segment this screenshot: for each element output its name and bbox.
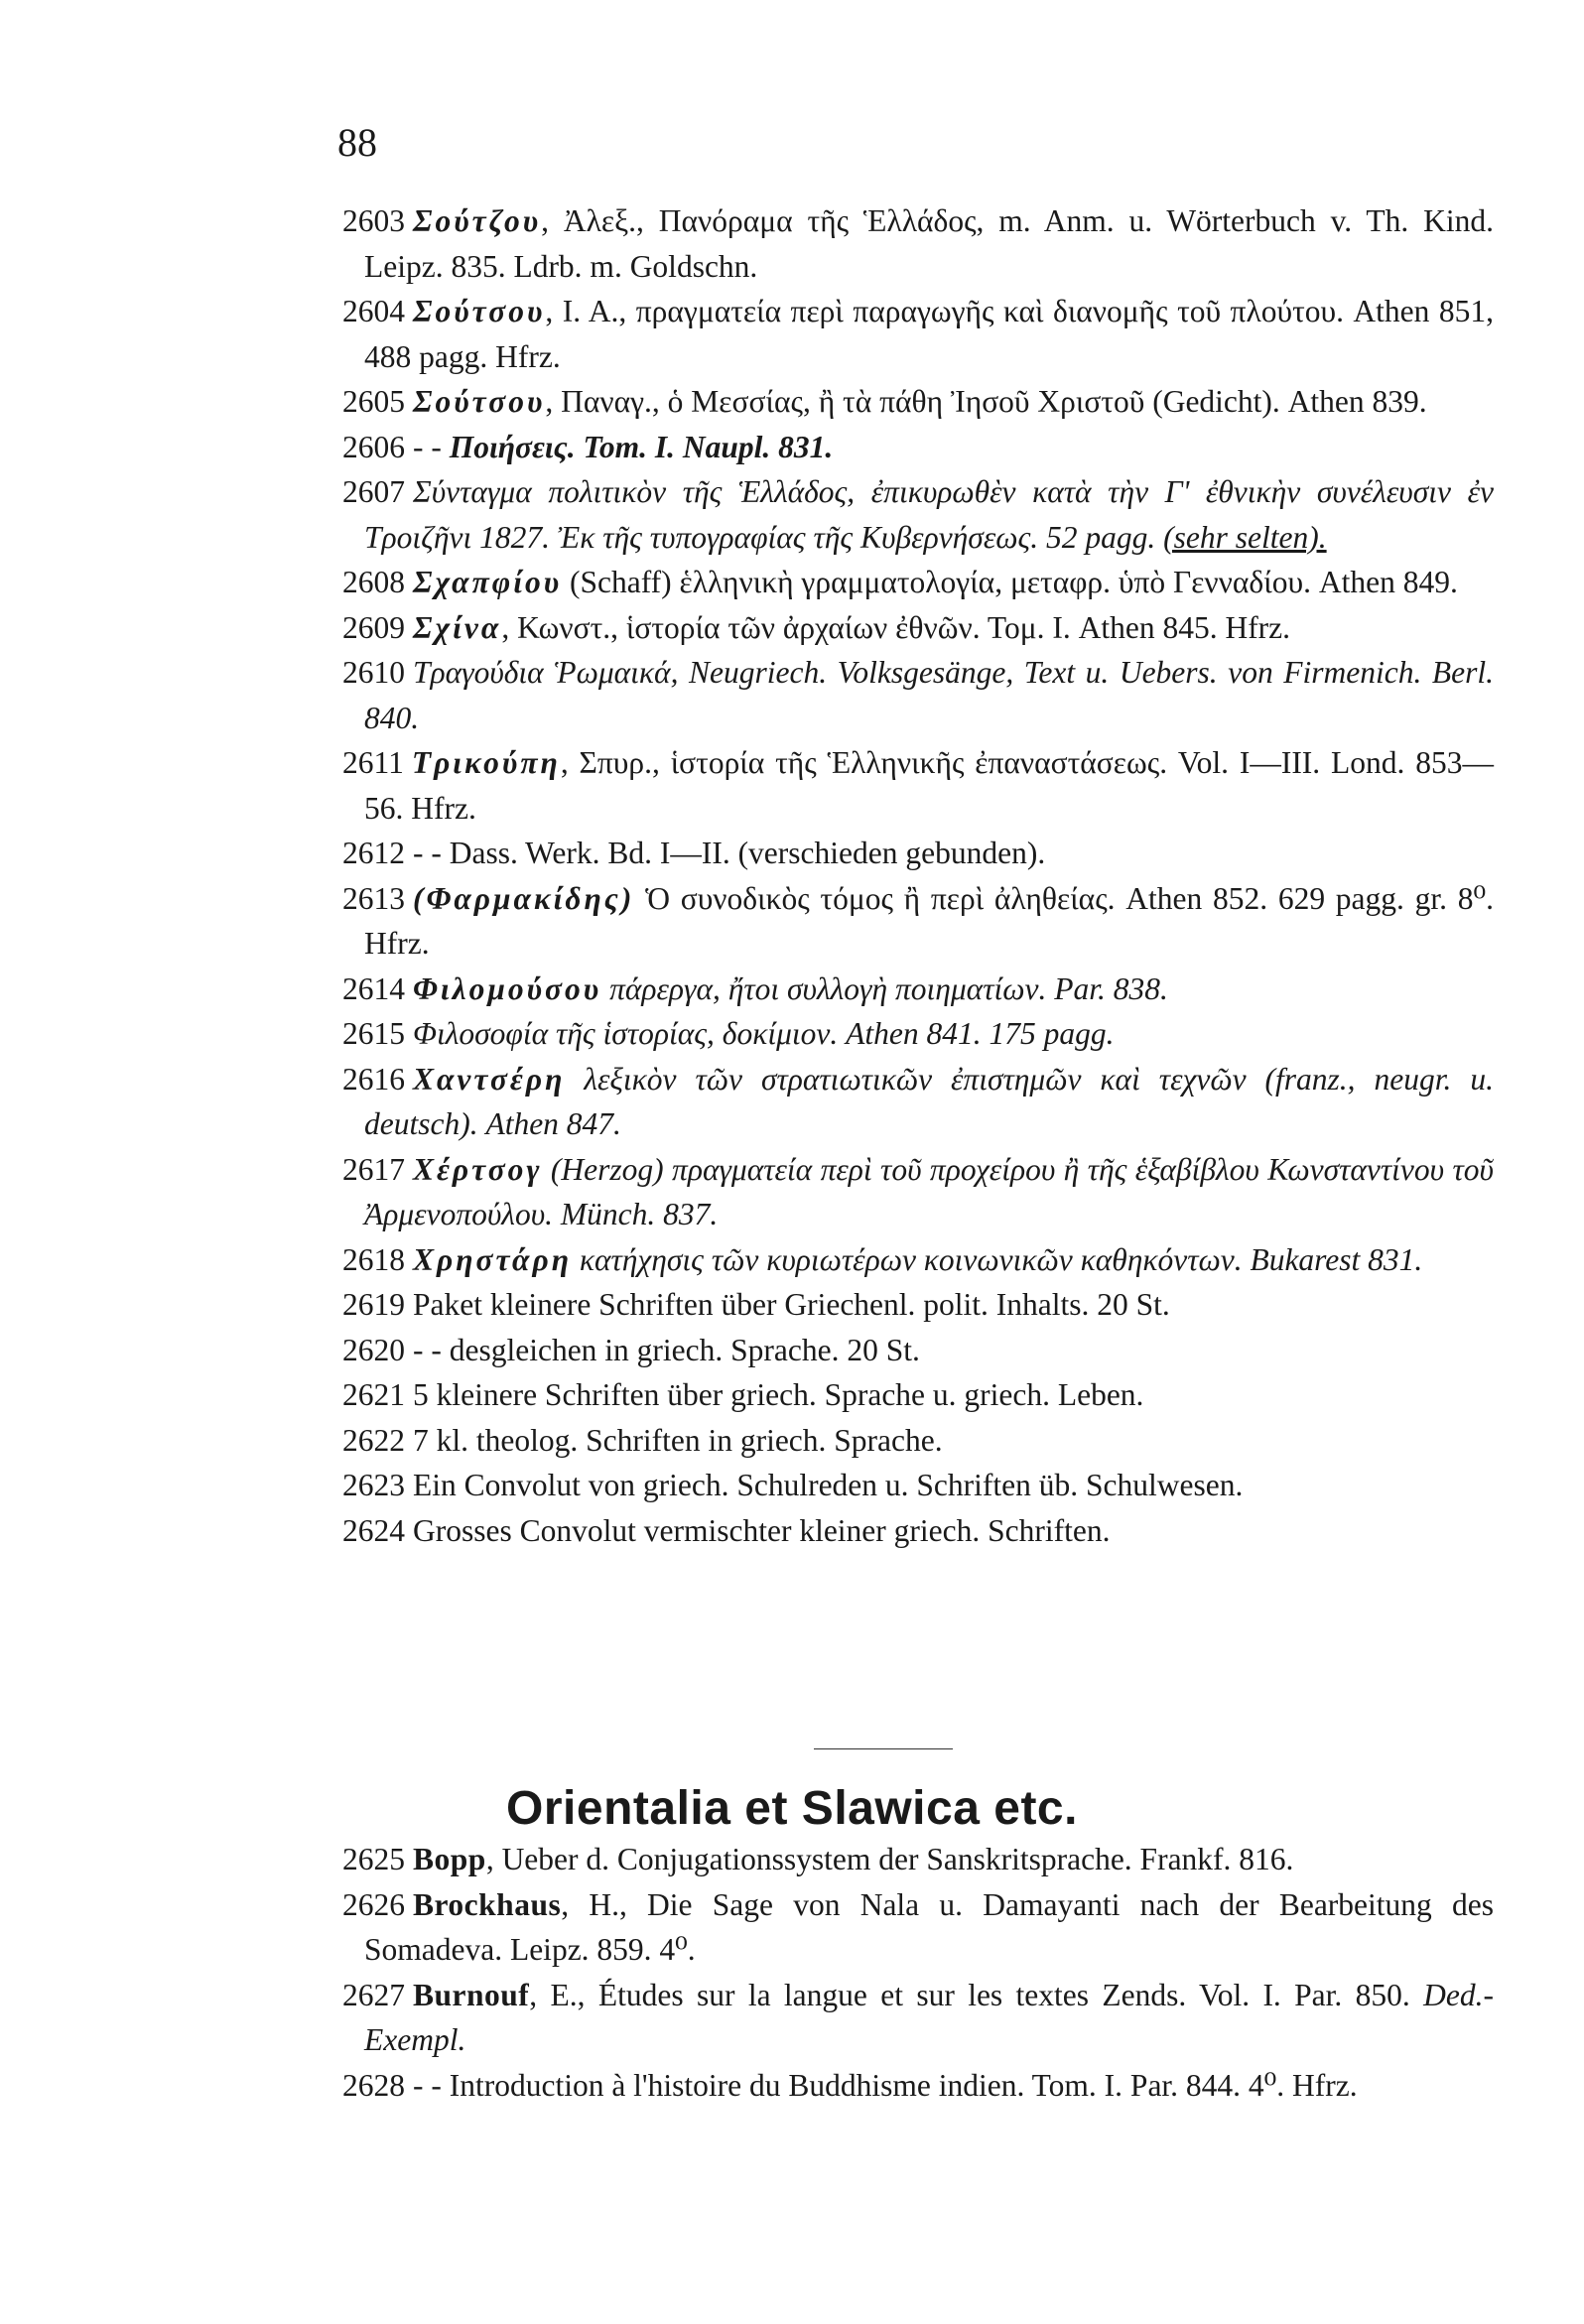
catalog-entry bbox=[342, 740, 1494, 831]
entry-author: Τρικούπη bbox=[411, 745, 561, 780]
entry-text: , Ι. Α., πραγματεία περὶ παραγωγῆς καὶ διανομῆς τοῦ πλούτου. Athen 851, 488 pagg. Hfrz. bbox=[364, 294, 1494, 374]
entry-text: desgleichen in griech. Sprache. 20 St. bbox=[441, 1332, 920, 1367]
entry-number: 2621 bbox=[342, 1377, 405, 1412]
entry-author: Σχίνα bbox=[413, 609, 502, 645]
entry-text: Τραγούδια Ῥωμαικά, Neugriech. Volksgesänge, Text u. Uebers. von Firmenich. Berl. 840. bbox=[364, 655, 1494, 735]
catalog-entry bbox=[342, 1237, 1494, 1283]
entry-author: Σούτσου bbox=[413, 384, 546, 419]
entry-text: κατήχησις τῶν κυριωτέρων κοινωνικῶν καθηκόντων. Bukarest 831. bbox=[571, 1241, 1423, 1277]
catalog-entry bbox=[342, 650, 1494, 740]
catalog-entry bbox=[342, 1328, 1494, 1373]
entry-note: Ded.-Exempl. bbox=[364, 1977, 1494, 2057]
page-number: 88 bbox=[337, 120, 377, 165]
entry-number: 2605 bbox=[342, 384, 405, 419]
greek-catalog-list bbox=[342, 198, 1494, 1553]
entry-number: 2604 bbox=[342, 294, 405, 328]
entry-number: 2625 bbox=[342, 1842, 405, 1876]
catalog-entry bbox=[342, 560, 1494, 605]
entry-author: Brockhaus bbox=[413, 1886, 562, 1922]
entry-text: Introduction à l'histoire du Buddhisme indien. Tom. I. Par. 844. 4⁰. Hfrz. bbox=[441, 2067, 1358, 2103]
catalog-entry bbox=[342, 1057, 1494, 1147]
entry-text: Ein Convolut von griech. Schulreden u. Schriften üb. Schulwesen. bbox=[413, 1468, 1244, 1502]
entry-text: Ποιήσεις. Tom. I. Naupl. 831. bbox=[441, 429, 834, 464]
catalog-entry bbox=[342, 469, 1494, 560]
orientalia-catalog-list bbox=[342, 1837, 1494, 2108]
entry-author: Φιλομούσου bbox=[413, 970, 602, 1006]
catalog-entry bbox=[342, 876, 1494, 967]
entry-number: 2623 bbox=[342, 1468, 405, 1502]
entry-number: 2627 bbox=[342, 1977, 405, 2012]
entry-author: Σούτσου bbox=[413, 294, 546, 328]
entry-text: 7 kl. theolog. Schriften in griech. Sprache. bbox=[413, 1422, 943, 1458]
entry-number: 2611 bbox=[342, 745, 404, 780]
entry-text: , Σπυρ., ἱστορία τῆς Ἑλληνικῆς ἐπαναστάσεως. Vol. I—III. Lond. 853—56. Hfrz. bbox=[364, 745, 1494, 826]
entry-text: 5 kleinere Schriften über griech. Sprache u. griech. Leben. bbox=[413, 1377, 1144, 1412]
catalog-entry bbox=[342, 2063, 1494, 2109]
entry-number: 2612 bbox=[342, 836, 405, 870]
entry-number: 2628 bbox=[342, 2067, 405, 2103]
entry-author: - - bbox=[413, 836, 442, 870]
entry-text: , Παναγ., ὁ Μεσσίας, ἢ τὰ πάθη Ἰησοῦ Χριστοῦ (Gedicht). Athen 839. bbox=[545, 384, 1427, 419]
entry-author: Χαντσέρη bbox=[413, 1061, 566, 1097]
entry-number: 2626 bbox=[342, 1886, 405, 1922]
entry-text: , H., Die Sage von Nala u. Damayanti nach der Bearbeitung des Somadeva. Leipz. 859. 4⁰. bbox=[364, 1886, 1494, 1967]
entry-number: 2609 bbox=[342, 609, 405, 645]
entry-text: λεξικὸν τῶν στρατιωτικῶν ἐπιστημῶν καὶ τεχνῶν (franz., neugr. u. deutsch). Athen 847. bbox=[364, 1061, 1494, 1141]
entry-author: - - bbox=[413, 2067, 442, 2103]
entry-author: - - bbox=[413, 429, 442, 464]
entry-text: Σύνταγμα πολιτικὸν τῆς Ἑλλάδος, ἐπικυρωθὲν κατὰ τὴν Γ' ἐθνικὴν συνέλευσιν ἐν Τροιζῆνι 1827. Ἐκ τῆς τυπογραφίας τῆς Κυβερνήσεως. 52 pagg. bbox=[364, 474, 1494, 555]
catalog-entry bbox=[342, 1508, 1494, 1554]
entry-number: 2607 bbox=[342, 474, 405, 509]
entry-number: 2613 bbox=[342, 880, 405, 916]
entry-author: Σχαπφίου bbox=[413, 565, 563, 599]
entry-number: 2615 bbox=[342, 1016, 405, 1051]
entry-author: Burnouf bbox=[413, 1977, 530, 2012]
entry-text: πάρεργα, ἤτοι συλλογὴ ποιηματίων. Par. 838. bbox=[601, 970, 1168, 1006]
section-heading: Orientalia et Slawica etc. bbox=[506, 1782, 1078, 1835]
entry-text: , E., Études sur la langue et sur les textes Zends. Vol. I. Par. 850. bbox=[529, 1977, 1410, 2012]
entry-number: 2620 bbox=[342, 1332, 405, 1367]
entry-number: 2603 bbox=[342, 203, 405, 238]
catalog-entry bbox=[342, 967, 1494, 1012]
entry-text: Dass. Werk. Bd. I—II. (verschieden gebunden). bbox=[441, 836, 1046, 870]
entry-author: Bopp bbox=[413, 1842, 486, 1876]
entry-author: Χρηστάρη bbox=[413, 1241, 572, 1277]
entry-number: 2618 bbox=[342, 1241, 405, 1277]
catalog-entry bbox=[342, 1147, 1494, 1237]
catalog-entry bbox=[342, 1973, 1494, 2063]
entry-note: (sehr selten). bbox=[1163, 519, 1327, 555]
section-divider bbox=[814, 1748, 953, 1749]
entry-number: 2610 bbox=[342, 655, 405, 690]
entry-text: (Schaff) ἑλληνικὴ γραμματολογία, μεταφρ. ὑπὸ Γενναδίου. Athen 849. bbox=[562, 565, 1458, 599]
entry-number: 2622 bbox=[342, 1422, 405, 1458]
catalog-entry bbox=[342, 1882, 1494, 1973]
catalog-entry bbox=[342, 1372, 1494, 1418]
catalog-entry bbox=[342, 831, 1494, 876]
entry-text: Paket kleinere Schriften über Griechenl. polit. Inhalts. 20 St. bbox=[413, 1287, 1170, 1322]
catalog-entry bbox=[342, 1011, 1494, 1057]
entry-text: Ὁ συνοδικὸς τόμος ἢ περὶ ἀληθείας. Athen 852. 629 pagg. gr. 8⁰. Hfrz. bbox=[364, 880, 1494, 961]
entry-number: 2606 bbox=[342, 429, 405, 464]
catalog-entry bbox=[342, 605, 1494, 651]
entry-text: Grosses Convolut vermischter kleiner griech. Schriften. bbox=[413, 1512, 1111, 1548]
catalog-entry bbox=[342, 1837, 1494, 1882]
entry-number: 2619 bbox=[342, 1287, 405, 1322]
entry-text: Φιλοσοφία τῆς ἱστορίας, δοκίμιον. Athen 841. 175 pagg. bbox=[413, 1016, 1115, 1051]
entry-number: 2624 bbox=[342, 1512, 405, 1548]
entry-author: (Φαρμακίδης) bbox=[413, 880, 635, 916]
catalog-entry bbox=[342, 289, 1494, 379]
entry-number: 2614 bbox=[342, 970, 405, 1006]
catalog-entry bbox=[342, 198, 1494, 289]
catalog-entry bbox=[342, 379, 1494, 425]
catalog-entry bbox=[342, 1418, 1494, 1464]
entry-text: , Ueber d. Conjugationssystem der Sanskritsprache. Frankf. 816. bbox=[485, 1842, 1294, 1876]
entry-author: Σούτζου bbox=[413, 203, 542, 238]
entry-text: , Ἀλεξ., Πανόραμα τῆς Ἑλλάδος, m. Anm. u. Wörterbuch v. Th. Kind. Leipz. 835. Ldrb. m. Goldschn. bbox=[364, 203, 1494, 284]
entry-number: 2608 bbox=[342, 565, 405, 599]
entry-text: , Κωνστ., ἱστορία τῶν ἀρχαίων ἐθνῶν. Τομ. Ι. Athen 845. Hfrz. bbox=[501, 609, 1291, 645]
catalog-entry bbox=[342, 1282, 1494, 1328]
catalog-entry bbox=[342, 425, 1494, 470]
entry-author: - - bbox=[413, 1332, 442, 1367]
catalog-entry bbox=[342, 1463, 1494, 1508]
entry-number: 2616 bbox=[342, 1061, 405, 1097]
entry-text: (Herzog) πραγματεία περὶ τοῦ προχείρου ἢ τῆς ἑξαβίβλου Κωνσταντίνου τοῦ Ἀρμενοπούλου. Münch. 837. bbox=[364, 1151, 1494, 1231]
entry-author: Χέρτσογ bbox=[413, 1151, 543, 1187]
entry-number: 2617 bbox=[342, 1151, 405, 1187]
